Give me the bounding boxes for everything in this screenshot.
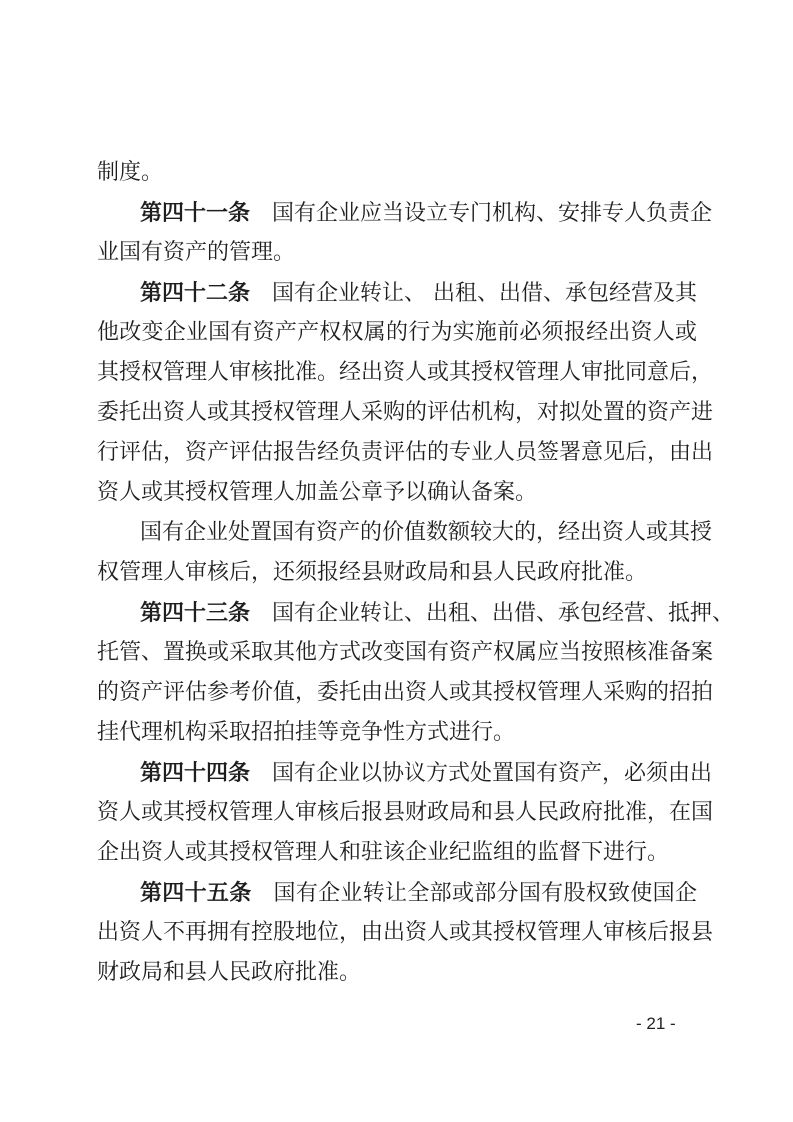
- text-line: [97, 473, 697, 513]
- document-body: [97, 153, 735, 993]
- text-line: [97, 713, 697, 753]
- article-heading: 第四十四条: [140, 760, 251, 786]
- text-line: [97, 313, 697, 353]
- article-paragraph: [97, 753, 714, 873]
- line-text: 资人或其授权管理人加盖公章予以确认备案。: [97, 480, 538, 505]
- text-line: [97, 593, 735, 633]
- line-text: 业国有资产的管理。: [97, 240, 296, 265]
- text-line: [97, 353, 714, 393]
- text-line: [97, 193, 713, 233]
- text-line: [97, 153, 697, 193]
- article-heading: 第四十一条: [140, 200, 251, 226]
- line-text: 财政局和县人民政府批准。: [97, 960, 362, 985]
- article-paragraph: [97, 193, 713, 273]
- line-text: 资人或其授权管理人审核后报县财政局和县人民政府批准，在国: [97, 800, 714, 825]
- line-text: 其授权管理人审核批准。经出资人或其授权管理人审批同意后，: [97, 360, 714, 385]
- line-text: 行评估，资产评估报告经负责评估的专业人员签署意见后，由出: [97, 440, 714, 465]
- line-text: 挂代理机构采取招拍挂等竞争性方式进行。: [97, 720, 516, 745]
- line-text: 出资人不再拥有控股地位，由出资人或其授权管理人审核后报县: [97, 920, 714, 945]
- page-number: - 21 -: [636, 1014, 676, 1033]
- text-line: [97, 673, 714, 713]
- text-line: [97, 433, 714, 473]
- article-heading: 第四十三条: [140, 600, 251, 626]
- text-line: [97, 273, 697, 313]
- line-text: 委托出资人或其授权管理人采购的评估机构，对拟处置的资产进: [97, 400, 714, 425]
- line-text: 企出资人或其授权管理人和驻该企业纪监组的监督下进行。: [97, 840, 670, 865]
- line-text: 他改变企业国有资产产权权属的行为实施前必须报经出资人或: [97, 320, 697, 345]
- article-heading: 第四十五条: [140, 880, 252, 906]
- line-text: 制度。: [97, 160, 164, 185]
- text-line: [97, 793, 714, 833]
- text-line: [97, 513, 713, 553]
- article-heading: 第四十二条: [140, 280, 251, 306]
- text-line: [97, 913, 714, 953]
- text-line: [97, 393, 714, 433]
- text-line: [97, 553, 697, 593]
- article-paragraph: [97, 873, 714, 993]
- line-text: 国有企业应当设立专门机构、安排专人负责企: [272, 201, 713, 226]
- line-text: 国有企业转让、 出租、出借、承包经营及其: [272, 281, 698, 306]
- text-line: [97, 873, 697, 913]
- line-text: 国有企业处置国有资产的价值数额较大的，经出资人或其授: [140, 520, 713, 545]
- text-line: [97, 953, 697, 993]
- text-line: [97, 753, 713, 793]
- text-line: [97, 633, 714, 673]
- article-paragraph: [97, 593, 735, 753]
- line-text: 国有企业转让、出租、出借、承包经营、抵押、: [272, 601, 735, 626]
- line-text: 国有企业以协议方式处置国有资产，必须由出: [272, 761, 713, 786]
- text-line: [97, 233, 697, 273]
- paragraph: [97, 153, 697, 193]
- line-text: 权管理人审核后，还须报经县财政局和县人民政府批准。: [97, 560, 648, 585]
- line-text: 托管、置换或采取其他方式改变国有资产权属应当按照核准备案: [97, 640, 714, 665]
- article-paragraph: [97, 273, 714, 513]
- text-line: [97, 833, 697, 873]
- paragraph: [97, 513, 713, 593]
- line-text: 的资产评估参考价值，委托由出资人或其授权管理人采购的招拍: [97, 680, 714, 705]
- line-text: 国有企业转让全部或部分国有股权致使国企: [273, 881, 697, 906]
